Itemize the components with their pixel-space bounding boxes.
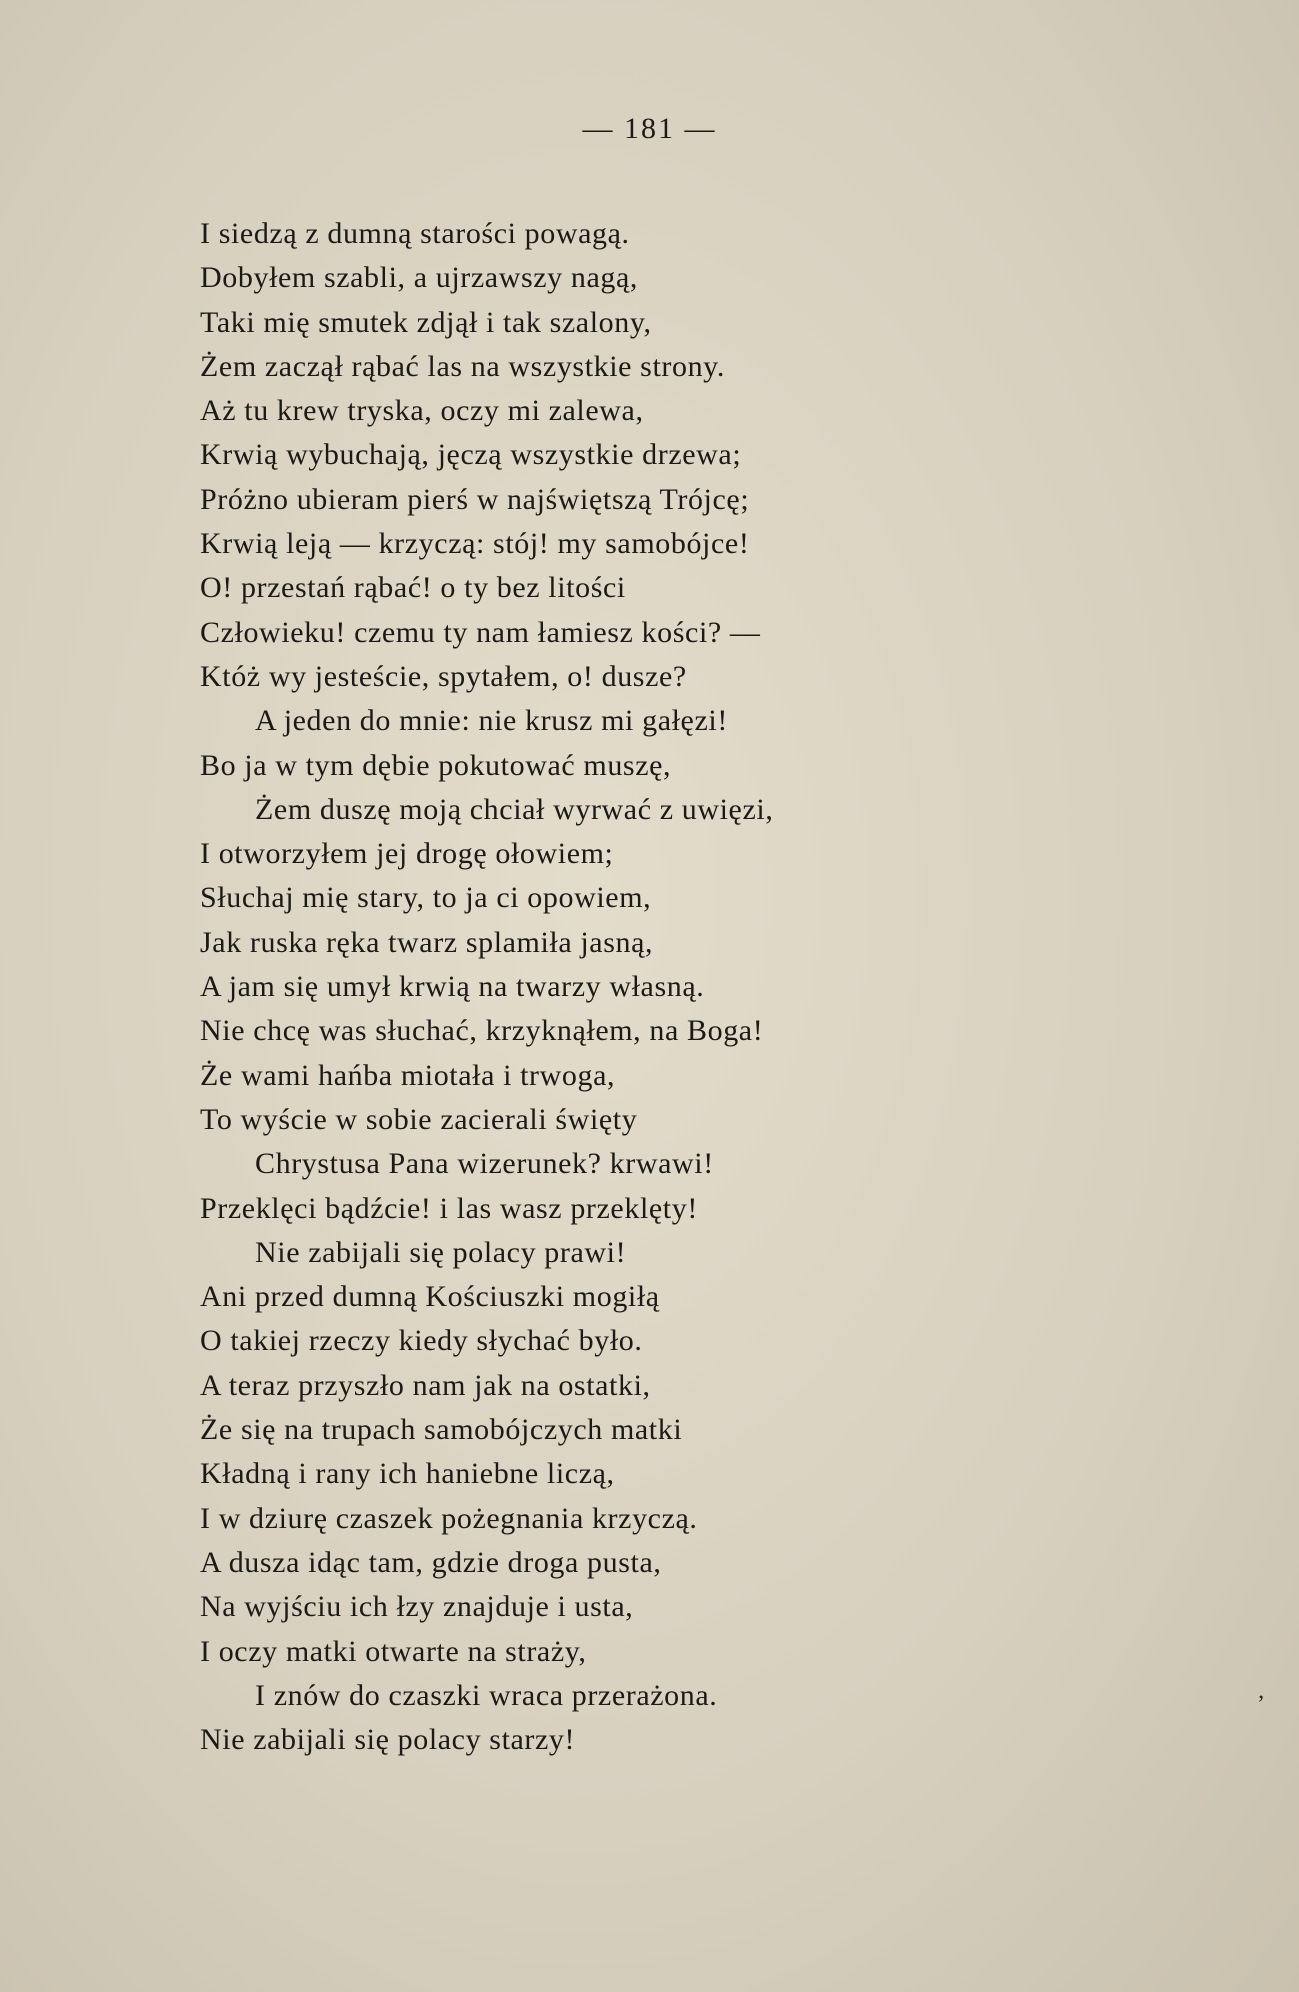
page-number: — 181 — xyxy=(582,112,717,145)
poem-line: Nie zabijali się polacy prawi! xyxy=(255,1235,627,1269)
poem-line: Nie chcę was słuchać, krzyknąłem, na Boga! xyxy=(200,1014,764,1048)
poem-line: I oczy matki otwarte na straży, xyxy=(200,1634,587,1668)
poem-line: To wyście w sobie zacierali święty xyxy=(200,1102,638,1136)
poem-line: Jak ruska ręka twarz splamiła jasną, xyxy=(200,925,654,959)
poem-line: I w dziurę czaszek pożegnania krzyczą. xyxy=(200,1501,698,1535)
poem-line: Taki mię smutek zdjął i tak szalony, xyxy=(200,305,652,339)
poem-line: A jam się umył krwią na twarzy własną. xyxy=(200,970,705,1004)
poem-line: Krwią leją — krzyczą: stój! my samobójce! xyxy=(200,527,750,561)
poem-line: Że się na trupach samobójczych matki xyxy=(200,1413,683,1447)
poem-line: Któż wy jesteście, spytałem, o! dusze? xyxy=(200,659,687,693)
poem-line: Przeklęci bądźcie! i las wasz przeklęty! xyxy=(200,1191,698,1225)
poem-line: Na wyjściu ich łzy znajduje i usta, xyxy=(200,1590,634,1624)
poem-line: Aż tu krew tryska, oczy mi zalewa, xyxy=(200,394,644,428)
poem-line: A teraz przyszło nam jak na ostatki, xyxy=(200,1368,651,1402)
poem-line: O! przestań rąbać! o ty bez litości xyxy=(200,571,626,605)
poem-line: Dobyłem szabli, a ujrzawszy nagą, xyxy=(200,261,638,295)
poem-line: I znów do czaszki wraca przerażona. xyxy=(255,1678,718,1712)
poem-line: A dusza idąc tam, gdzie droga pusta, xyxy=(200,1545,662,1579)
poem-line: O takiej rzeczy kiedy słychać było. xyxy=(200,1324,643,1358)
poem-line: A jeden do mnie: nie krusz mi gałęzi! xyxy=(255,704,728,738)
poem-line: Kładną i rany ich haniebne liczą, xyxy=(200,1457,615,1491)
poem-line: Krwią wybuchają, jęczą wszystkie drzewa; xyxy=(200,438,742,472)
poem-line: I otworzyłem jej drogę ołowiem; xyxy=(200,837,614,871)
poem-line: Człowieku! czemu ty nam łamiesz kości? — xyxy=(200,615,761,649)
poem-line: Próżno ubieram pierś w najświętszą Trójcę; xyxy=(200,482,750,516)
poem-text xyxy=(200,212,773,1762)
poem-line: Że wami hańba miotała i trwoga, xyxy=(200,1058,616,1092)
poem-line: Żem zaczął rąbać las na wszystkie strony. xyxy=(200,349,725,383)
poem-line: Ani przed dumną Kościuszki mogiłą xyxy=(200,1280,660,1314)
poem-line: I siedzą z dumną starości powagą. xyxy=(200,217,630,250)
poem-line: Chrystusa Pana wizerunek? krwawi! xyxy=(255,1147,714,1181)
poem-line: Nie zabijali się polacy starzy! xyxy=(200,1723,576,1757)
poem-line: Żem duszę moją chciał wyrwać z uwięzi, xyxy=(255,792,774,826)
poem-line: Bo ja w tym dębie pokutować muszę, xyxy=(200,748,672,782)
poem-line: Słuchaj mię stary, to ja ci opowiem, xyxy=(200,881,652,915)
margin-mark: ‚ xyxy=(1257,1678,1265,1704)
